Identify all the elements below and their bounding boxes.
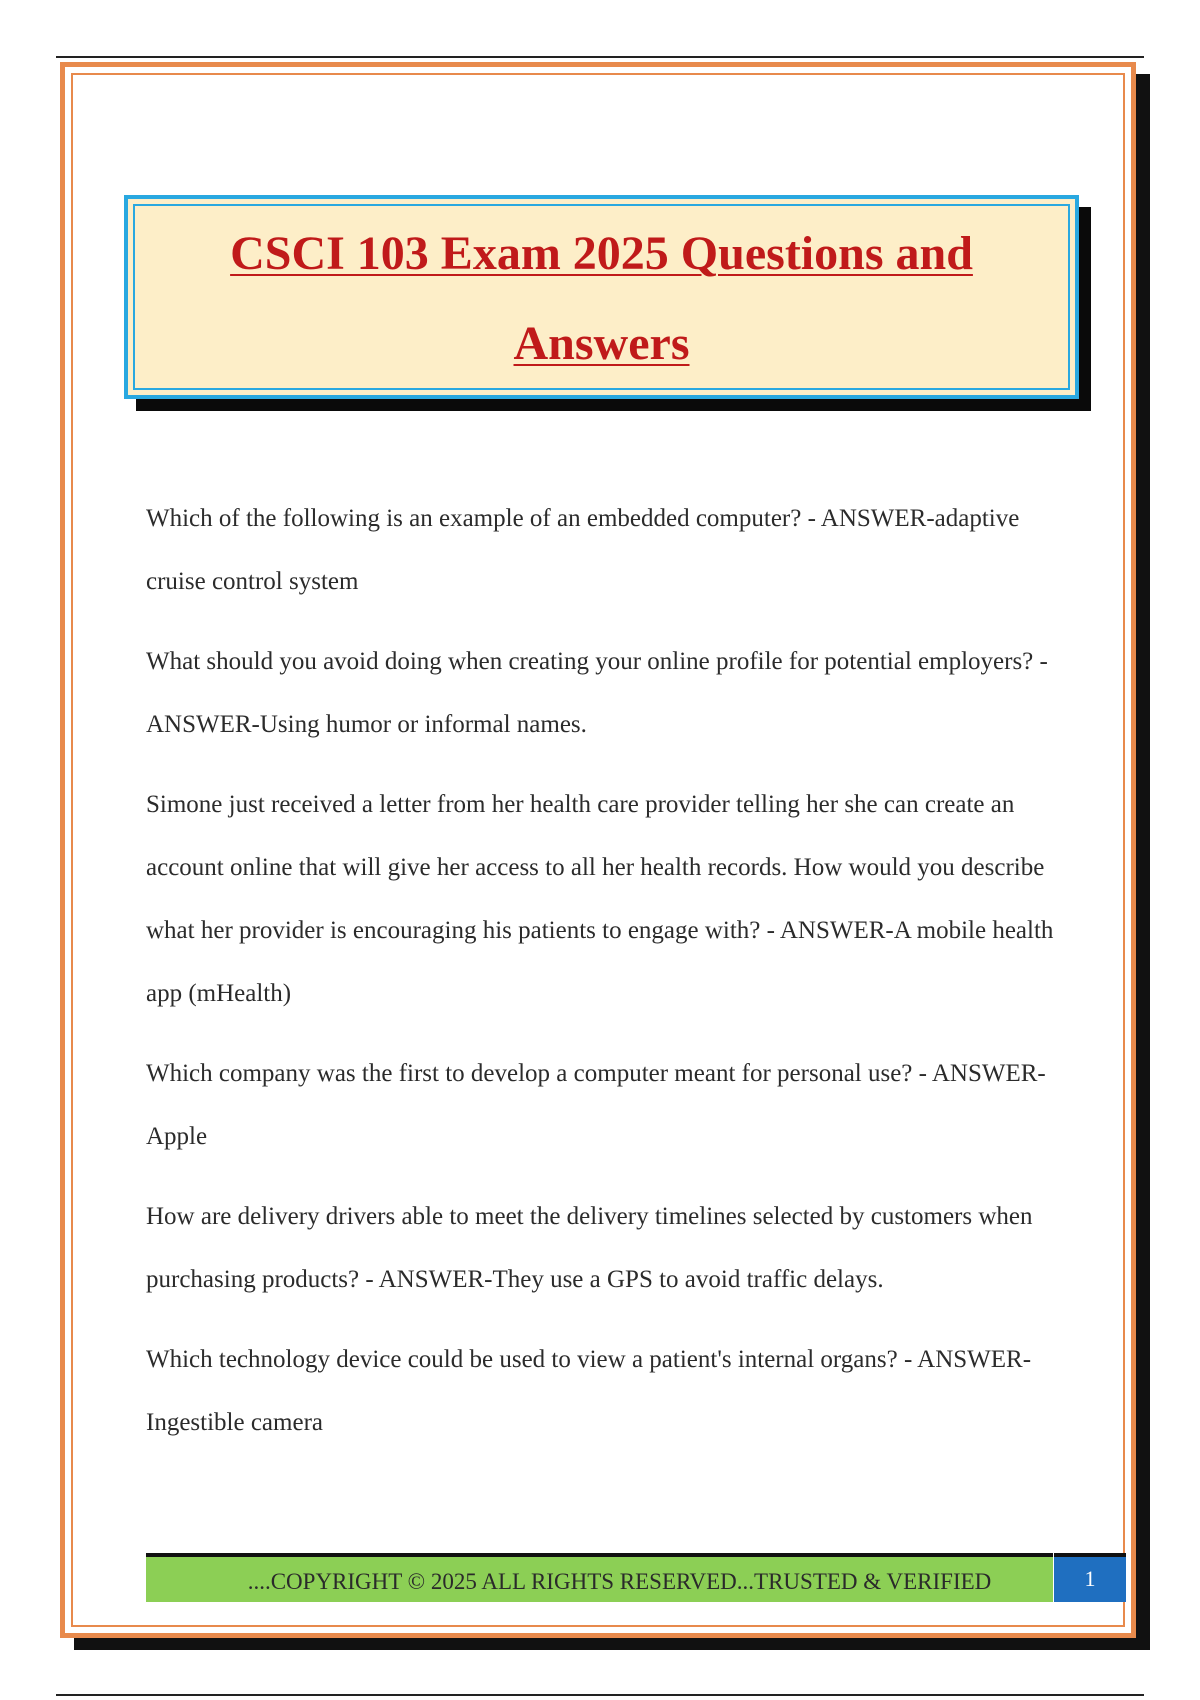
qa-item: Simone just received a letter from her health care provider telling her she can create an account online that will give her access to all her health records. How would you describe what her provider is encouraging his patients to engage with? - ANSWER-A mobile health app (mHealth): [146, 791, 1054, 1007]
page-title-line-1: CSCI 103 Exam 2025 Questions and: [230, 227, 973, 280]
qa-item: What should you avoid doing when creating your online profile for potential employers? - ANSWER-Using humor or informal names.: [146, 648, 1048, 738]
qa-item: Which company was the first to develop a computer meant for personal use? - ANSWER-Apple: [146, 1060, 1046, 1150]
page-title: [128, 209, 1075, 389]
footer-copyright: ....COPYRIGHT © 2025 ALL RIGHTS RESERVED...TRUSTED & VERIFIED: [247, 1569, 992, 1594]
page-title-line-2: Answers: [513, 317, 690, 370]
qa-item: Which of the following is an example of an embedded computer? - ANSWER-adaptive cruise control system: [146, 505, 1020, 595]
top-rule: [56, 56, 1144, 58]
qa-item: Which technology device could be used to view a patient's internal organs? - ANSWER-Ingestible camera: [146, 1346, 1032, 1436]
qa-item: How are delivery drivers able to meet the delivery timelines selected by customers when purchasing products? - ANSWER-They use a GPS to avoid traffic delays.: [146, 1203, 1033, 1293]
page-number: 1: [1054, 1553, 1126, 1602]
footer-bar: [146, 1553, 1053, 1602]
title-box: [124, 195, 1079, 399]
bottom-rule: [56, 1694, 1144, 1696]
qa-list: [146, 487, 1066, 1471]
